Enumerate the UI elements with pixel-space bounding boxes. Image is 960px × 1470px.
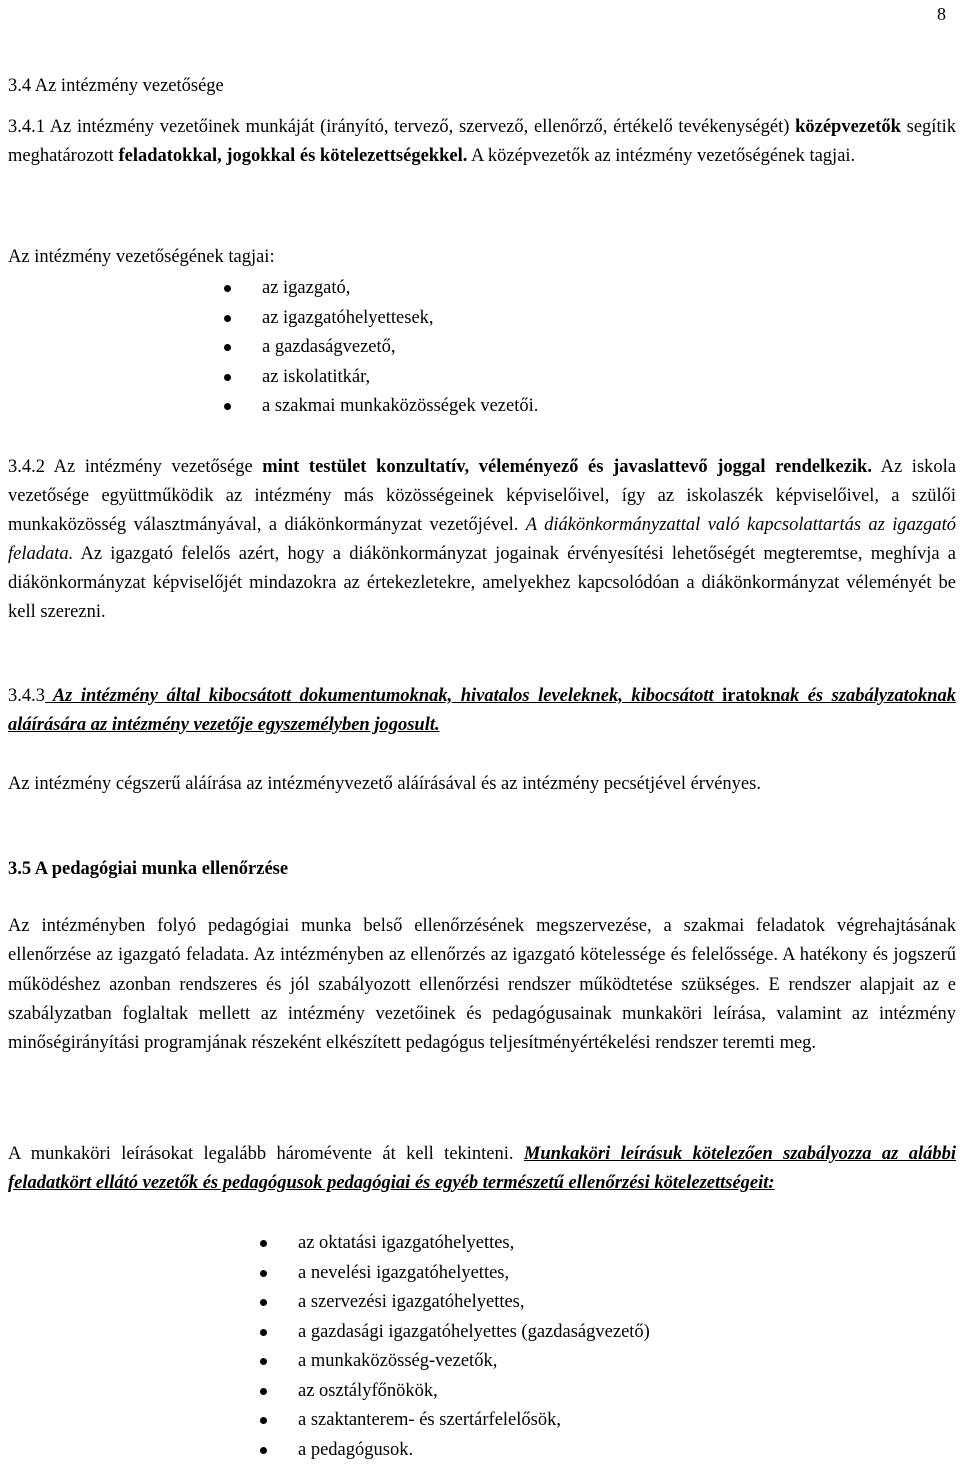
bullet-icon xyxy=(260,1240,267,1247)
section-3-4-heading: 3.4 Az intézmény vezetősége xyxy=(8,76,224,96)
bullet-icon xyxy=(224,285,231,292)
bullet-icon xyxy=(224,344,231,351)
paragraph-3-4-2: 3.4.2 Az intézmény vezetősége mint testület konzultatív, véleményező és javaslattevő joggal rendelkezik. Az iskola vezetősége együttműködik az intézmény más közösségeinek képviselőivel, így az iskolaszék képviselőivel, a szülői munkaközösség választmányával, a diákönkormányzat vezetőjével. A diákönkormányzattal való kapcsolattartás az igazgató feladata. Az igazgató felelős azért, hogy a diákönkormányzat jogainak érvényesítési lehetőségét megteremtse, meghívja a diákönkormányzat képviselőjét mindazokra az értekezletekre, amelyekhez kapcsolódóan a diákönkormányzat véleményét be kell szerezni. xyxy=(8,457,956,622)
list-item: a szervezési igazgatóhelyettes, xyxy=(298,1288,650,1318)
leadership-list-intro: Az intézmény vezetőségének tagjai: xyxy=(8,247,275,267)
list-item: a pedagógusok. xyxy=(298,1436,650,1466)
paragraph-3-4-3: 3.4.3 Az intézmény által kibocsátott dokumentumoknak, hivatalos leveleknek, kibocsátott iratoknak és szabályzatoknak aláírására az intézmény vezetője egyszemélyben jogosult. xyxy=(8,686,956,735)
control-list xyxy=(298,1229,650,1465)
paragraph-3-4-1: 3.4.1 Az intézmény vezetőinek munkáját (irányító, tervező, szervező, ellenőrző, értékelő tevékenységét) középvezetők segítik meghatározott feladatokkal, jogokkal és kötelezettségekkel. A középvezetők az intézmény vezetőségének tagjai. xyxy=(8,117,956,166)
bullet-icon xyxy=(260,1329,267,1336)
bullet-icon xyxy=(260,1417,267,1424)
bullet-icon xyxy=(224,374,231,381)
paragraph-number: 3.4.1 xyxy=(8,117,45,137)
list-item: a munkaközösség-vezetők, xyxy=(298,1347,650,1377)
paragraph-3-5-1: Az intézményben folyó pedagógiai munka belső ellenőrzésének megszervezése, a szakmai feladatok végrehajtásának ellenőrzése az igazgató feladata. Az intézményben az ellenőrzés az igazgató kötelessége és felelőssége. A hatékony és jogszerű működéshez azonban rendszeres és jól szabályozott ellenőrzési rendszer működtetése szükséges. E rendszer alapjait az e szabályzatban foglaltak mellett az intézmény vezetőinek és pedagógusainak munkaköri leírása, valamint az intézmény minőségirányítási programjának részeként elkészített pedagógus teljesítményértékelési rendszer teremti meg. xyxy=(8,916,956,1054)
list-item: a gazdasági igazgatóhelyettes (gazdaságvezető) xyxy=(298,1318,650,1348)
list-item: az igazgató, xyxy=(262,274,538,304)
bullet-icon xyxy=(260,1388,267,1395)
list-item: a nevelési igazgatóhelyettes, xyxy=(298,1259,650,1289)
list-item: a gazdaságvezető, xyxy=(262,333,538,363)
bullet-icon xyxy=(224,403,231,410)
list-item: a szakmai munkaközösségek vezetői. xyxy=(262,392,538,422)
bullet-icon xyxy=(260,1270,267,1277)
bullet-icon xyxy=(260,1299,267,1306)
list-item: az oktatási igazgatóhelyettes, xyxy=(298,1229,650,1259)
signature-paragraph: Az intézmény cégszerű aláírása az intézményvezető aláírásával és az intézmény pecsétjével érvényes. xyxy=(8,774,761,794)
list-item: az igazgatóhelyettesek, xyxy=(262,304,538,334)
bullet-icon xyxy=(224,315,231,322)
leadership-list xyxy=(262,274,538,422)
list-item: a szaktanterem- és szertárfelelősök, xyxy=(298,1406,650,1436)
bullet-icon xyxy=(260,1358,267,1365)
bullet-icon xyxy=(260,1447,267,1454)
section-3-5-heading: 3.5 A pedagógiai munka ellenőrzése xyxy=(8,859,289,879)
list-item: az iskolatitkár, xyxy=(262,363,538,393)
paragraph-3-5-2: A munkaköri leírásokat legalább háromévente át kell tekinteni. Munkaköri leírásuk kötelezően szabályozza az alábbi feladatkört ellátó vezetők és pedagógusok pedagógiai és egyéb természetű ellenőrzési kötelezettségeit: xyxy=(8,1144,956,1193)
page-number: 8 xyxy=(937,4,946,24)
list-item: az osztályfőnökök, xyxy=(298,1377,650,1407)
